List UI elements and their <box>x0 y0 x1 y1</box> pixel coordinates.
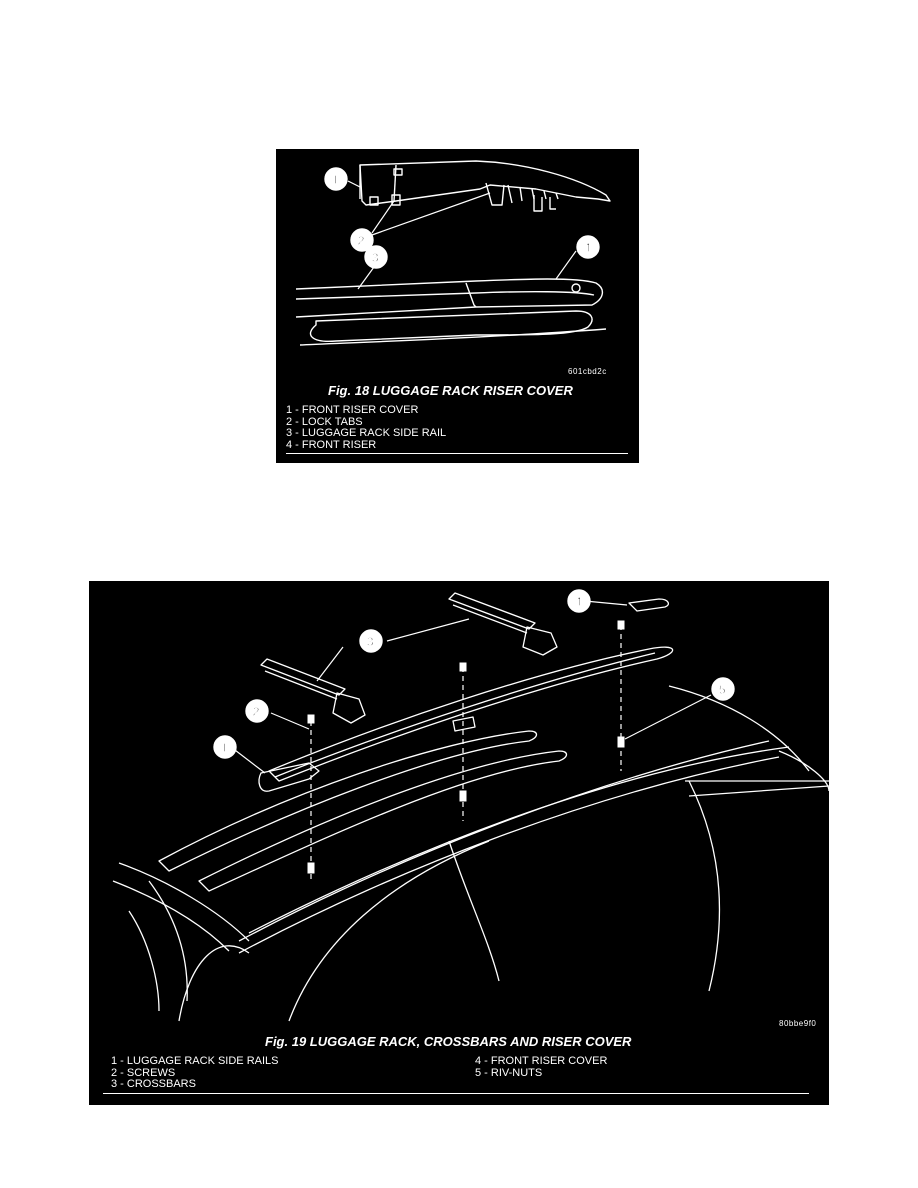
legend-item: 1 - LUGGAGE RACK SIDE RAILS <box>111 1055 279 1067</box>
callout-5 <box>712 678 734 700</box>
svg-text:3: 3 <box>366 634 374 649</box>
svg-text:4: 4 <box>574 594 582 609</box>
callout-1 <box>325 168 347 190</box>
figure-legend <box>286 405 446 451</box>
callout-3 <box>365 246 387 268</box>
callout-1 <box>214 736 236 758</box>
figure-legend-left <box>111 1056 279 1091</box>
svg-text:1: 1 <box>220 740 228 755</box>
figure-legend-right <box>475 1056 607 1079</box>
legend-divider <box>286 453 628 454</box>
figure-caption: Fig. 19 LUGGAGE RACK, CROSSBARS AND RISER COVER <box>265 1034 632 1049</box>
svg-text:3: 3 <box>371 250 379 265</box>
callout-4 <box>568 590 590 612</box>
figure-caption: Fig. 18 LUGGAGE RACK RISER COVER <box>328 383 573 398</box>
legend-item: 4 - FRONT RISER <box>286 438 377 451</box>
legend-item: 2 - LOCK TABS <box>286 415 363 428</box>
figure-code: 80bbe9f0 <box>779 1019 817 1028</box>
svg-text:5: 5 <box>718 682 726 697</box>
svg-text:4: 4 <box>583 240 591 255</box>
callout-2 <box>246 700 268 722</box>
legend-item: 2 - SCREWS <box>111 1066 176 1079</box>
callout-3 <box>360 630 382 652</box>
legend-item: 4 - FRONT RISER COVER <box>475 1055 608 1067</box>
figure-code: 601cbd2c <box>568 367 607 376</box>
luggage-rack-illustration <box>89 581 829 1105</box>
legend-item: 3 - CROSSBARS <box>111 1078 196 1090</box>
legend-item: 1 - FRONT RISER COVER <box>286 404 419 416</box>
svg-text:2: 2 <box>357 233 365 248</box>
legend-divider <box>103 1093 809 1094</box>
figure-19 <box>89 581 829 1105</box>
svg-text:2: 2 <box>252 704 260 719</box>
legend-item: 5 - RIV-NUTS <box>475 1066 543 1079</box>
svg-text:1: 1 <box>331 172 339 187</box>
callout-4 <box>577 236 599 258</box>
legend-item: 3 - LUGGAGE RACK SIDE RAIL <box>286 427 447 439</box>
figure-18 <box>276 149 639 463</box>
